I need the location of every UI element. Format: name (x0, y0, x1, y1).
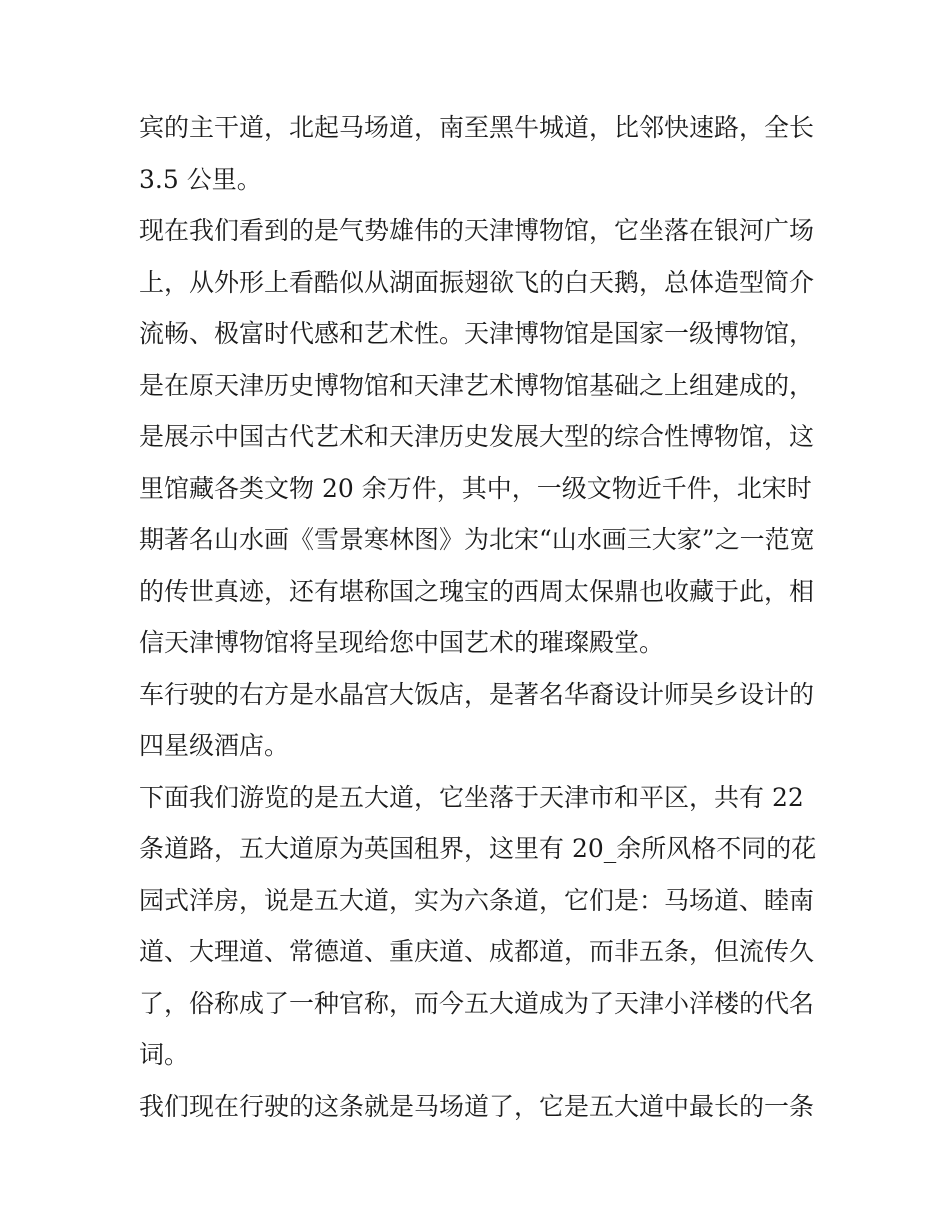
text-line: 上，从外形上看酷似从湖面振翅欲飞的白天鹅，总体造型简介 (139, 267, 815, 297)
paragraph-road-length (139, 102, 819, 205)
text-line: 流畅、极富时代感和艺术性。天津博物馆是国家一级博物馆， (139, 319, 815, 348)
text-line: 词。 (139, 1040, 190, 1069)
text-line: 的传世真迹，还有堪称国之瑰宝的西周太保鼎也收藏于此，相 (139, 576, 815, 606)
text-line: 3.5 公里。 (139, 164, 262, 194)
text-line: 期著名山水画《雪景寒林图》为北宋“山水画三大家”之一范宽 (139, 525, 815, 554)
text-line: 里馆藏各类文物 20 余万件，其中，一级文物近千件，北宋时 (139, 473, 812, 503)
text-line: 四星级酒店。 (139, 731, 290, 760)
paragraph-machang-road (139, 1081, 819, 1133)
document-body (139, 102, 819, 1132)
text-line: 园式洋房，说是五大道，实为六条道，它们是：马场道、睦南 (139, 885, 815, 915)
text-line: 条道路，五大道原为英国租界，这里有 20_余所风格不同的花 (139, 834, 817, 863)
text-line: 我们现在行驶的这条就是马场道了，它是五大道中最长的一条 (139, 1091, 815, 1121)
paragraph-crystal-palace-hotel (139, 669, 819, 772)
text-line: 是在原天津历史博物馆和天津艺术博物馆基础之上组建成的， (139, 370, 815, 400)
text-line: 现在我们看到的是气势雄伟的天津博物馆，它坐落在银河广场 (139, 216, 815, 245)
text-line: 宾的主干道，北起马场道，南至黑牛城道，比邻快速路，全长 (139, 113, 815, 142)
paragraph-five-avenues (139, 772, 819, 1081)
text-line: 是展示中国古代艺术和天津历史发展大型的综合性博物馆，这 (139, 422, 815, 451)
text-line: 道、大理道、常德道、重庆道、成都道，而非五条，但流传久 (139, 937, 815, 966)
text-line: 下面我们游览的是五大道，它坐落于天津市和平区，共有 22 (139, 782, 804, 812)
paragraph-tianjin-museum (139, 205, 819, 669)
text-line: 信天津博物馆将呈现给您中国艺术的璀璨殿堂。 (139, 628, 665, 657)
text-line: 车行驶的右方是水晶宫大饭店，是著名华裔设计师吴乡设计的 (139, 679, 815, 709)
text-line: 了，俗称成了一种官称，而今五大道成为了天津小洋楼的代名 (139, 988, 815, 1018)
